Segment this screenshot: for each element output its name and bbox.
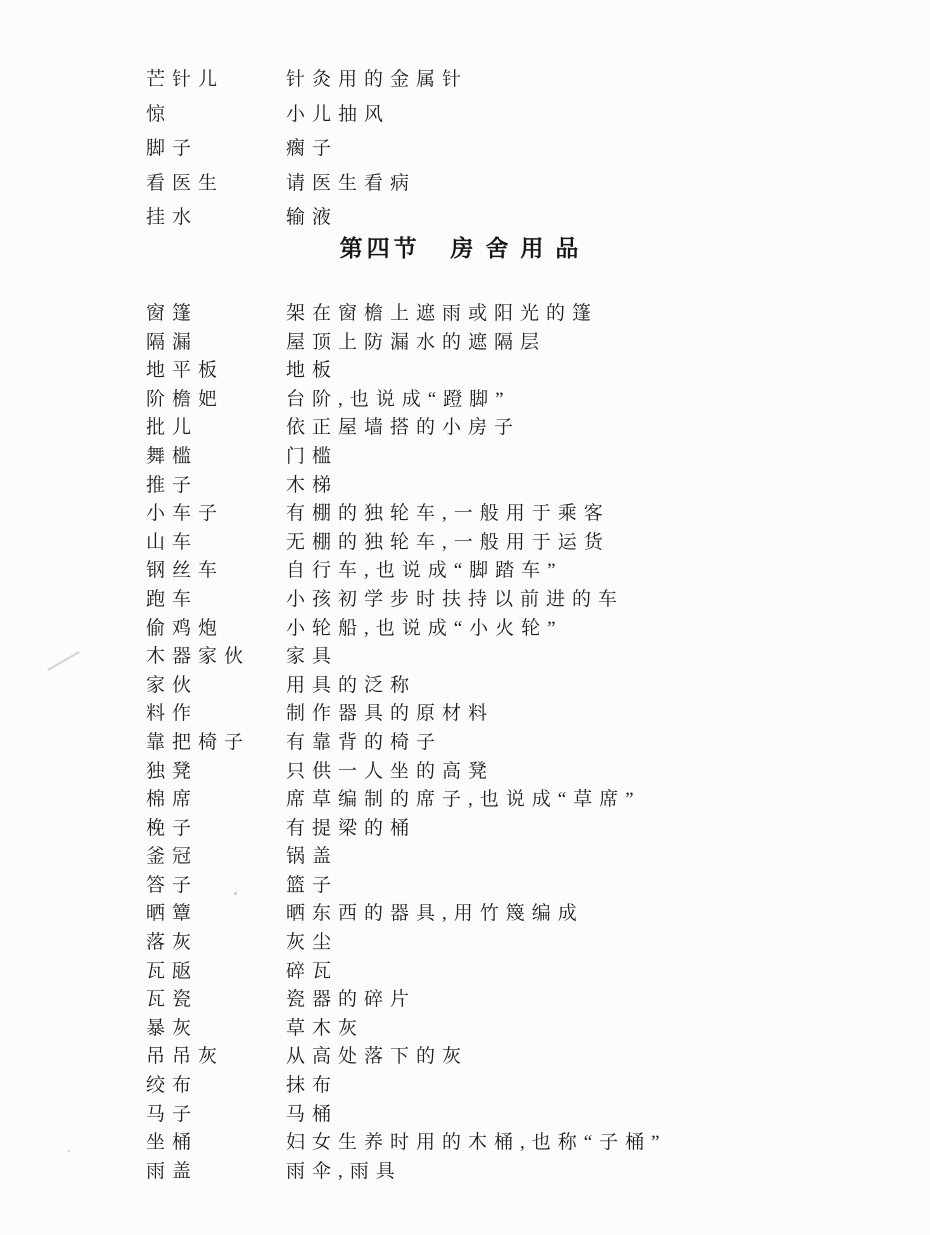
term: 瓦瓷 xyxy=(146,989,199,1011)
glossary-row xyxy=(0,1101,930,1130)
glossary-row xyxy=(0,98,930,133)
definition: 依正屋墙搭的小房子 xyxy=(286,417,521,439)
definition: 地板 xyxy=(286,360,339,382)
definition: 有靠背的椅子 xyxy=(286,731,443,753)
term: 晒簟 xyxy=(146,903,199,925)
glossary-row xyxy=(0,586,930,615)
definition: 草木灰 xyxy=(286,1017,365,1039)
term: 家伙 xyxy=(146,674,199,696)
glossary-row xyxy=(0,472,930,501)
glossary-row xyxy=(0,132,930,167)
term: 棉席 xyxy=(146,789,199,811)
definition: 家具 xyxy=(286,646,339,668)
glossary-row xyxy=(0,329,930,358)
definition: 抹布 xyxy=(286,1075,339,1097)
section-heading xyxy=(0,234,930,264)
glossary-row xyxy=(0,63,930,98)
definition: 雨伞,雨具 xyxy=(286,1160,402,1182)
term: 偷鸡炮 xyxy=(146,617,225,639)
glossary-row xyxy=(0,167,930,202)
definition: 无棚的独轮车,一般用于运货 xyxy=(286,531,610,553)
glossary-row xyxy=(0,500,930,529)
glossary-row xyxy=(0,1072,930,1101)
definition: 架在窗檐上遮雨或阳光的篷 xyxy=(286,303,599,324)
term: 靠把椅子 xyxy=(146,731,251,753)
term: 独凳 xyxy=(146,760,199,782)
glossary-row xyxy=(0,529,930,558)
definition: 灰尘 xyxy=(286,932,339,954)
term: 釜冠 xyxy=(146,846,199,868)
definition: 自行车,也说成“脚踏车” xyxy=(286,560,563,582)
term: 跑车 xyxy=(146,588,199,610)
definition: 小儿抽风 xyxy=(286,103,391,125)
term: 钢丝车 xyxy=(146,560,225,582)
glossary-row xyxy=(0,672,930,701)
glossary-row xyxy=(0,201,930,236)
glossary-row xyxy=(0,1158,930,1187)
glossary-row xyxy=(0,357,930,386)
term: 芒针儿 xyxy=(146,69,225,90)
section-number: 第四节 xyxy=(339,236,421,261)
term: 舞槛 xyxy=(146,445,199,467)
glossary-row xyxy=(0,1015,930,1044)
glossary-section-household-items xyxy=(0,300,930,1186)
definition: 请医生看病 xyxy=(286,172,417,194)
definition: 从高处落下的灰 xyxy=(286,1046,469,1068)
term: 答子 xyxy=(146,874,199,896)
definition: 有棚的独轮车,一般用于乘客 xyxy=(286,503,610,525)
definition: 瓷器的碎片 xyxy=(286,989,417,1011)
glossary-row xyxy=(0,843,930,872)
term: 马子 xyxy=(146,1103,199,1125)
definition: 席草编制的席子,也说成“草席” xyxy=(286,789,641,811)
glossary-row xyxy=(0,414,930,443)
glossary-row xyxy=(0,615,930,644)
term: 梚子 xyxy=(146,817,199,839)
glossary-section-medical-tail xyxy=(0,63,930,236)
term: 绞布 xyxy=(146,1075,199,1097)
definition: 制作器具的原材料 xyxy=(286,703,495,725)
glossary-row xyxy=(0,786,930,815)
definition: 用具的泛称 xyxy=(286,674,417,696)
definition: 晒东西的器具,用竹篾编成 xyxy=(286,903,584,925)
glossary-row xyxy=(0,958,930,987)
definition: 锅盖 xyxy=(286,846,339,868)
term: 落灰 xyxy=(146,932,199,954)
term: 惊 xyxy=(146,103,173,125)
glossary-row xyxy=(0,758,930,787)
section-title: 房舍用品 xyxy=(450,236,591,261)
definition: 针灸用的金属针 xyxy=(286,69,469,90)
definition: 篮子 xyxy=(286,874,339,896)
glossary-row xyxy=(0,557,930,586)
glossary-row xyxy=(0,443,930,472)
glossary-row xyxy=(0,1043,930,1072)
glossary-row xyxy=(0,1129,930,1158)
glossary-row xyxy=(0,986,930,1015)
term: 山车 xyxy=(146,531,199,553)
definition: 妇女生养时用的木桶,也称“子桶” xyxy=(286,1132,667,1154)
term: 推子 xyxy=(146,474,199,496)
definition: 小轮船,也说成“小火轮” xyxy=(286,617,563,639)
term: 瓦瓪 xyxy=(146,960,199,982)
glossary-row xyxy=(0,815,930,844)
term: 批儿 xyxy=(146,417,199,439)
term: 料作 xyxy=(146,703,199,725)
glossary-row xyxy=(0,300,930,329)
definition: 只供一人坐的高凳 xyxy=(286,760,495,782)
term: 暴灰 xyxy=(146,1017,199,1039)
definition: 台阶,也说成“蹬脚” xyxy=(286,388,511,410)
definition: 木梯 xyxy=(286,474,339,496)
term: 隔漏 xyxy=(146,331,199,353)
glossary-row xyxy=(0,729,930,758)
term: 脚子 xyxy=(146,138,199,160)
term: 坐桶 xyxy=(146,1132,199,1154)
definition: 马桶 xyxy=(286,1103,339,1125)
glossary-row xyxy=(0,643,930,672)
definition: 小孩初学步时扶持以前进的车 xyxy=(286,588,625,610)
definition: 输液 xyxy=(286,207,339,229)
term: 挂水 xyxy=(146,207,199,229)
definition: 屋顶上防漏水的遮隔层 xyxy=(286,331,547,353)
glossary-row xyxy=(0,900,930,929)
term: 看医生 xyxy=(146,172,225,194)
term: 雨盖 xyxy=(146,1160,199,1182)
definition: 瘸子 xyxy=(286,138,339,160)
term: 吊吊灰 xyxy=(146,1046,225,1068)
glossary-row xyxy=(0,872,930,901)
definition: 碎瓦 xyxy=(286,960,339,982)
glossary-row xyxy=(0,929,930,958)
definition: 门槛 xyxy=(286,445,339,467)
term: 阶檐妑 xyxy=(146,388,225,410)
definition: 有提梁的桶 xyxy=(286,817,417,839)
term: 木器家伙 xyxy=(146,646,251,668)
term: 地平板 xyxy=(146,360,225,382)
glossary-row xyxy=(0,700,930,729)
term: 小车子 xyxy=(146,503,225,525)
term: 窗篷 xyxy=(146,303,199,324)
glossary-row xyxy=(0,386,930,415)
